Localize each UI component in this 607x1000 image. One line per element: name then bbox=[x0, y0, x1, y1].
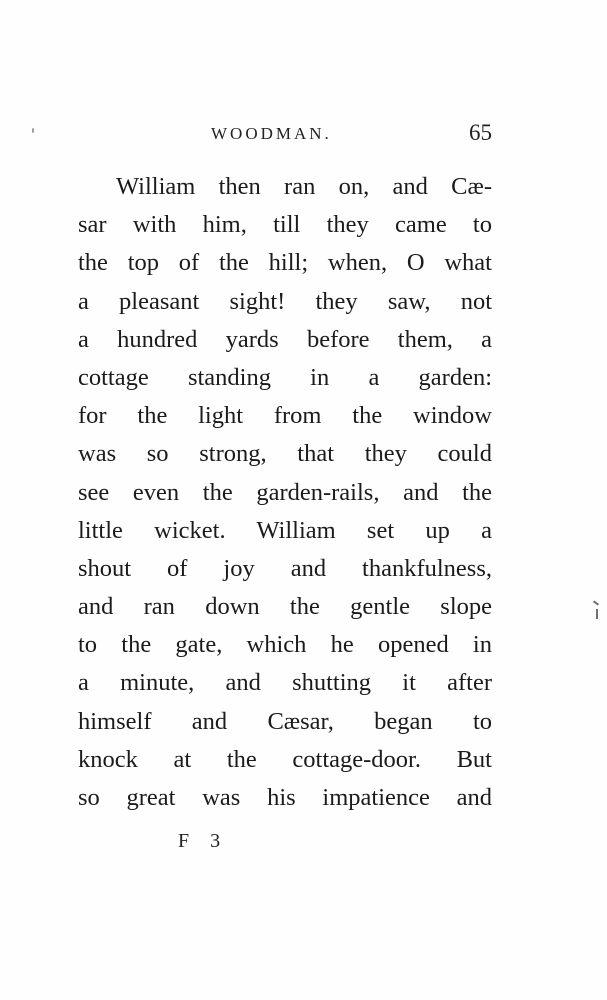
running-title: WOODMAN. bbox=[211, 124, 332, 143]
text-line: William then ran on, and Cæ- bbox=[116, 173, 492, 200]
running-head bbox=[78, 122, 492, 152]
text-line: shout of joy and thankfulness, bbox=[78, 554, 492, 582]
text-line: to the gate, which he opened in bbox=[78, 631, 492, 659]
text-line: the top of the hill; when, O what bbox=[78, 249, 492, 277]
text-line: himself and Cæsar, began to bbox=[78, 707, 492, 735]
text-line: see even the garden-rails, and the bbox=[78, 478, 492, 506]
text-line: a hundred yards before them, a bbox=[78, 325, 492, 353]
signature-mark: F 3 bbox=[178, 830, 229, 852]
text-line: a minute, and shutting it after bbox=[78, 669, 492, 697]
text-line: little wicket. William set up a bbox=[78, 516, 492, 544]
body-text bbox=[78, 168, 492, 817]
text-line: a pleasant sight! they saw, not bbox=[78, 287, 492, 315]
text-line: for the light from the window bbox=[78, 402, 492, 430]
text-line: sar with him, till they came to bbox=[78, 211, 492, 239]
text-line: and ran down the gentle slope bbox=[78, 593, 492, 621]
text-line: so great was his impatience and bbox=[78, 784, 492, 811]
text-line: cottage standing in a garden: bbox=[78, 363, 492, 391]
text-line: was so strong, that they could bbox=[78, 440, 492, 468]
page-number: 65 bbox=[469, 120, 492, 145]
text-line: knock at the cottage-door. But bbox=[78, 745, 492, 773]
page-speck bbox=[32, 128, 34, 133]
page-speck bbox=[593, 602, 601, 620]
